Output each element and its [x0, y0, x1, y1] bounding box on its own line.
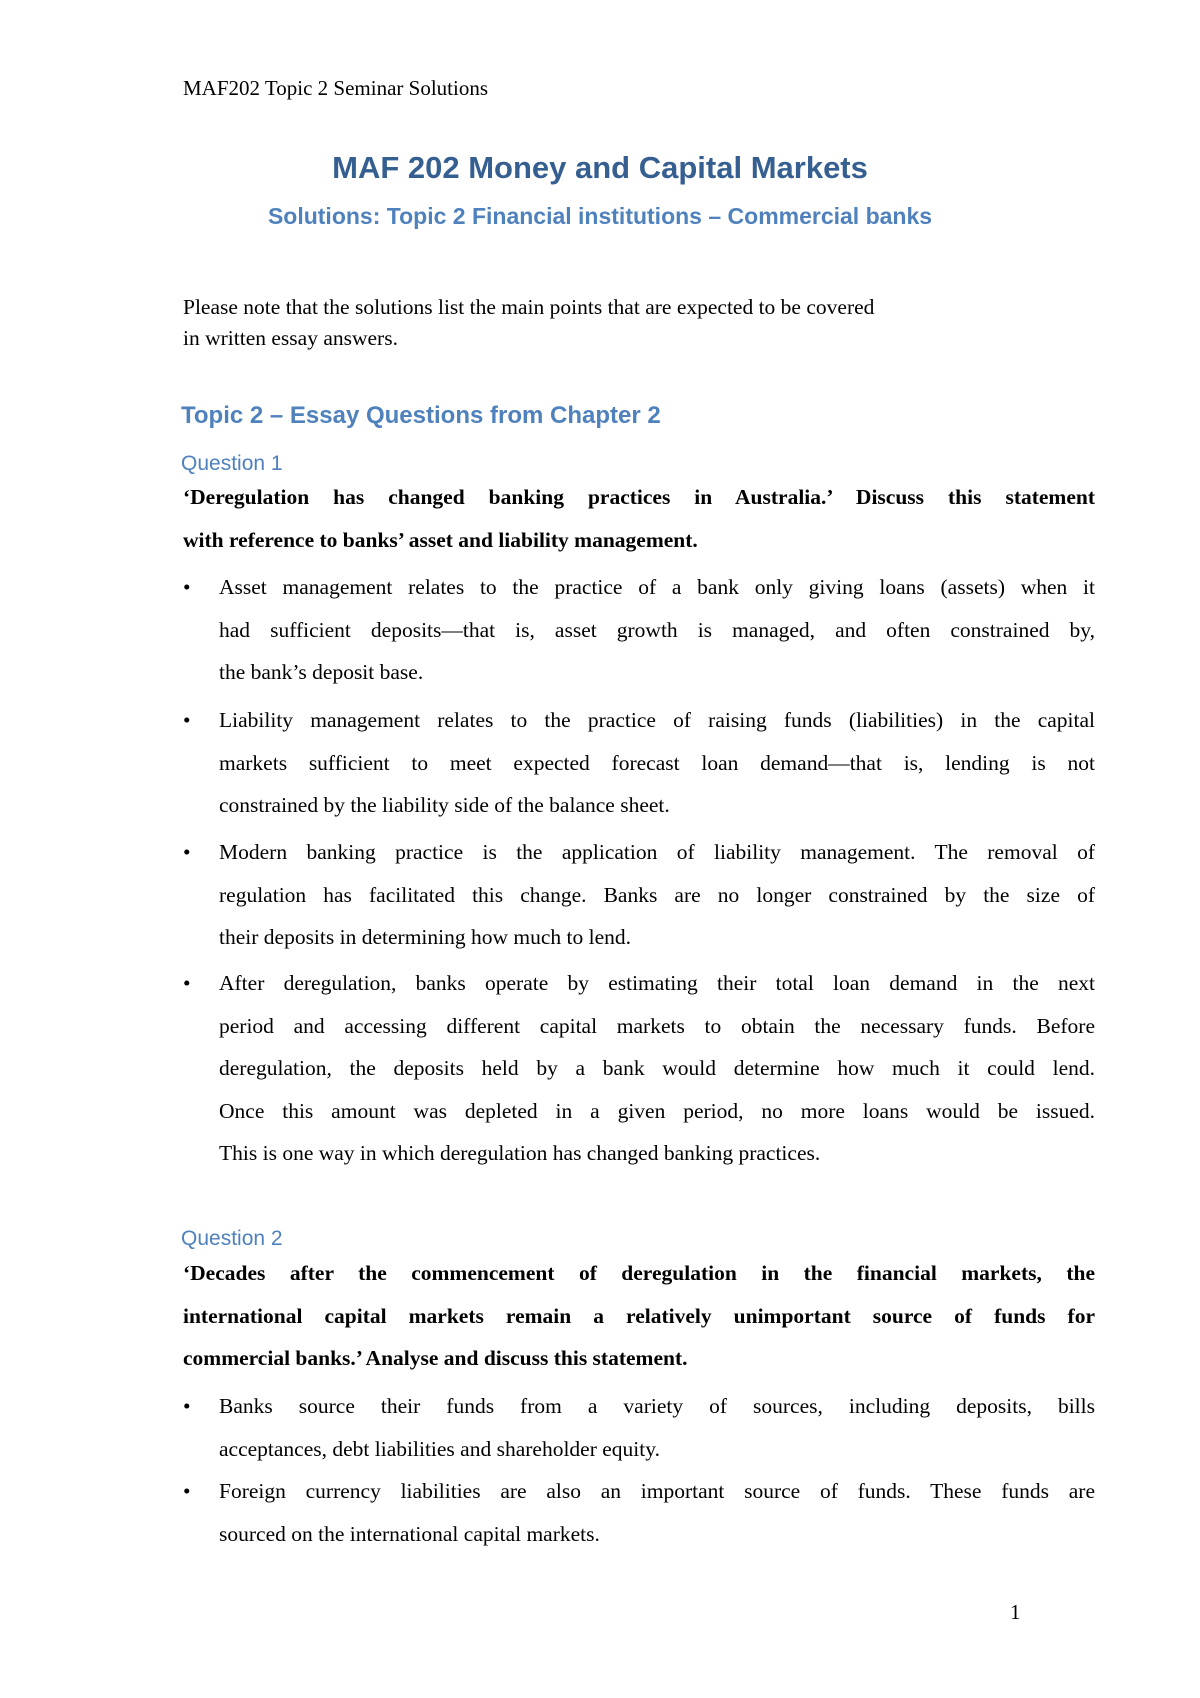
bullet-icon: •: [183, 1394, 191, 1418]
prompt-line: commercial banks.’ Analyse and discuss this statement.: [183, 1346, 688, 1370]
prompt-line: ‘Deregulation has changed banking practices in Australia.’ Discuss this statement: [183, 485, 1095, 509]
bullet-icon: •: [183, 840, 191, 864]
question-label: Question 1: [181, 452, 283, 475]
bullet-item: [183, 566, 1095, 694]
bullet-icon: •: [183, 971, 191, 995]
prompt-line: ‘Decades after the commencement of deregulation in the financial markets, the: [183, 1261, 1095, 1285]
bullet-icon: •: [183, 1479, 191, 1503]
note-line: in written essay answers.: [183, 326, 398, 350]
bullet-line: the bank’s deposit base.: [219, 660, 424, 684]
bullet-icon: •: [183, 708, 191, 732]
intro-note: [183, 292, 1095, 354]
bullet-line: period and accessing different capital markets to obtain the necessary funds. Before: [219, 1013, 1095, 1038]
bullet-line: markets sufficient to meet expected forecast loan demand—that is, lending is not: [219, 750, 1095, 775]
note-line: Please note that the solutions list the main points that are expected to be covered: [183, 295, 875, 319]
page-header: MAF202 Topic 2 Seminar Solutions: [183, 76, 488, 100]
bullet-line: Banks source their funds from a variety of sources, including deposits, bills: [219, 1394, 1095, 1418]
section-heading: Topic 2 – Essay Questions from Chapter 2: [181, 402, 661, 429]
document-title: MAF 202 Money and Capital Markets: [332, 150, 868, 185]
bullet-text: [219, 566, 1095, 694]
bullet-line: Modern banking practice is the application of liability management. The removal of: [219, 840, 1095, 864]
bullet-text: [219, 699, 1095, 827]
prompt-line: with reference to banks’ asset and liability management.: [183, 527, 698, 552]
bullet-line: their deposits in determining how much to lend.: [219, 925, 632, 949]
bullet-line: After deregulation, banks operate by estimating their total loan demand in the next: [219, 971, 1095, 995]
bullet-text: [219, 831, 1095, 959]
bullet-line: had sufficient deposits—that is, asset growth is managed, and often constrained by,: [219, 617, 1095, 642]
bullet-line: constrained by the liability side of the balance sheet.: [219, 793, 670, 817]
question-prompt: [183, 476, 1095, 561]
bullet-line: regulation has facilitated this change. Banks are no longer constrained by the size of: [219, 882, 1095, 907]
question-label: Question 2: [181, 1227, 283, 1250]
bullet-line: acceptances, debt liabilities and shareholder equity.: [219, 1436, 660, 1461]
bullet-item: [183, 699, 1095, 827]
bullet-line: deregulation, the deposits held by a bank would determine how much it could lend.: [219, 1056, 1095, 1080]
bullet-line: This is one way in which deregulation has changed banking practices.: [219, 1141, 821, 1165]
document-subtitle: Solutions: Topic 2 Financial institutions – Commercial banks: [267, 203, 933, 229]
bullet-text: [219, 1385, 1095, 1470]
bullet-text: [219, 1470, 1095, 1555]
prompt-line: international capital markets remain a relatively unimportant source of funds for: [183, 1303, 1095, 1328]
bullet-item: [183, 962, 1095, 1175]
bullet-line: sourced on the international capital markets.: [219, 1521, 600, 1546]
bullet-line: Foreign currency liabilities are also an important source of funds. These funds are: [219, 1479, 1095, 1503]
bullet-line: Liability management relates to the practice of raising funds (liabilities) in the capital: [219, 708, 1095, 732]
question-prompt: [183, 1252, 1095, 1380]
bullet-item: [183, 831, 1095, 959]
bullet-line: Once this amount was depleted in a given period, no more loans would be issued.: [219, 1098, 1095, 1123]
bullet-item: [183, 1470, 1095, 1555]
bullet-line: Asset management relates to the practice of a bank only giving loans (assets) when it: [219, 575, 1095, 599]
page-number: 1: [1010, 1600, 1021, 1624]
bullet-text: [219, 962, 1095, 1175]
bullet-icon: •: [183, 575, 191, 599]
bullet-item: [183, 1385, 1095, 1470]
